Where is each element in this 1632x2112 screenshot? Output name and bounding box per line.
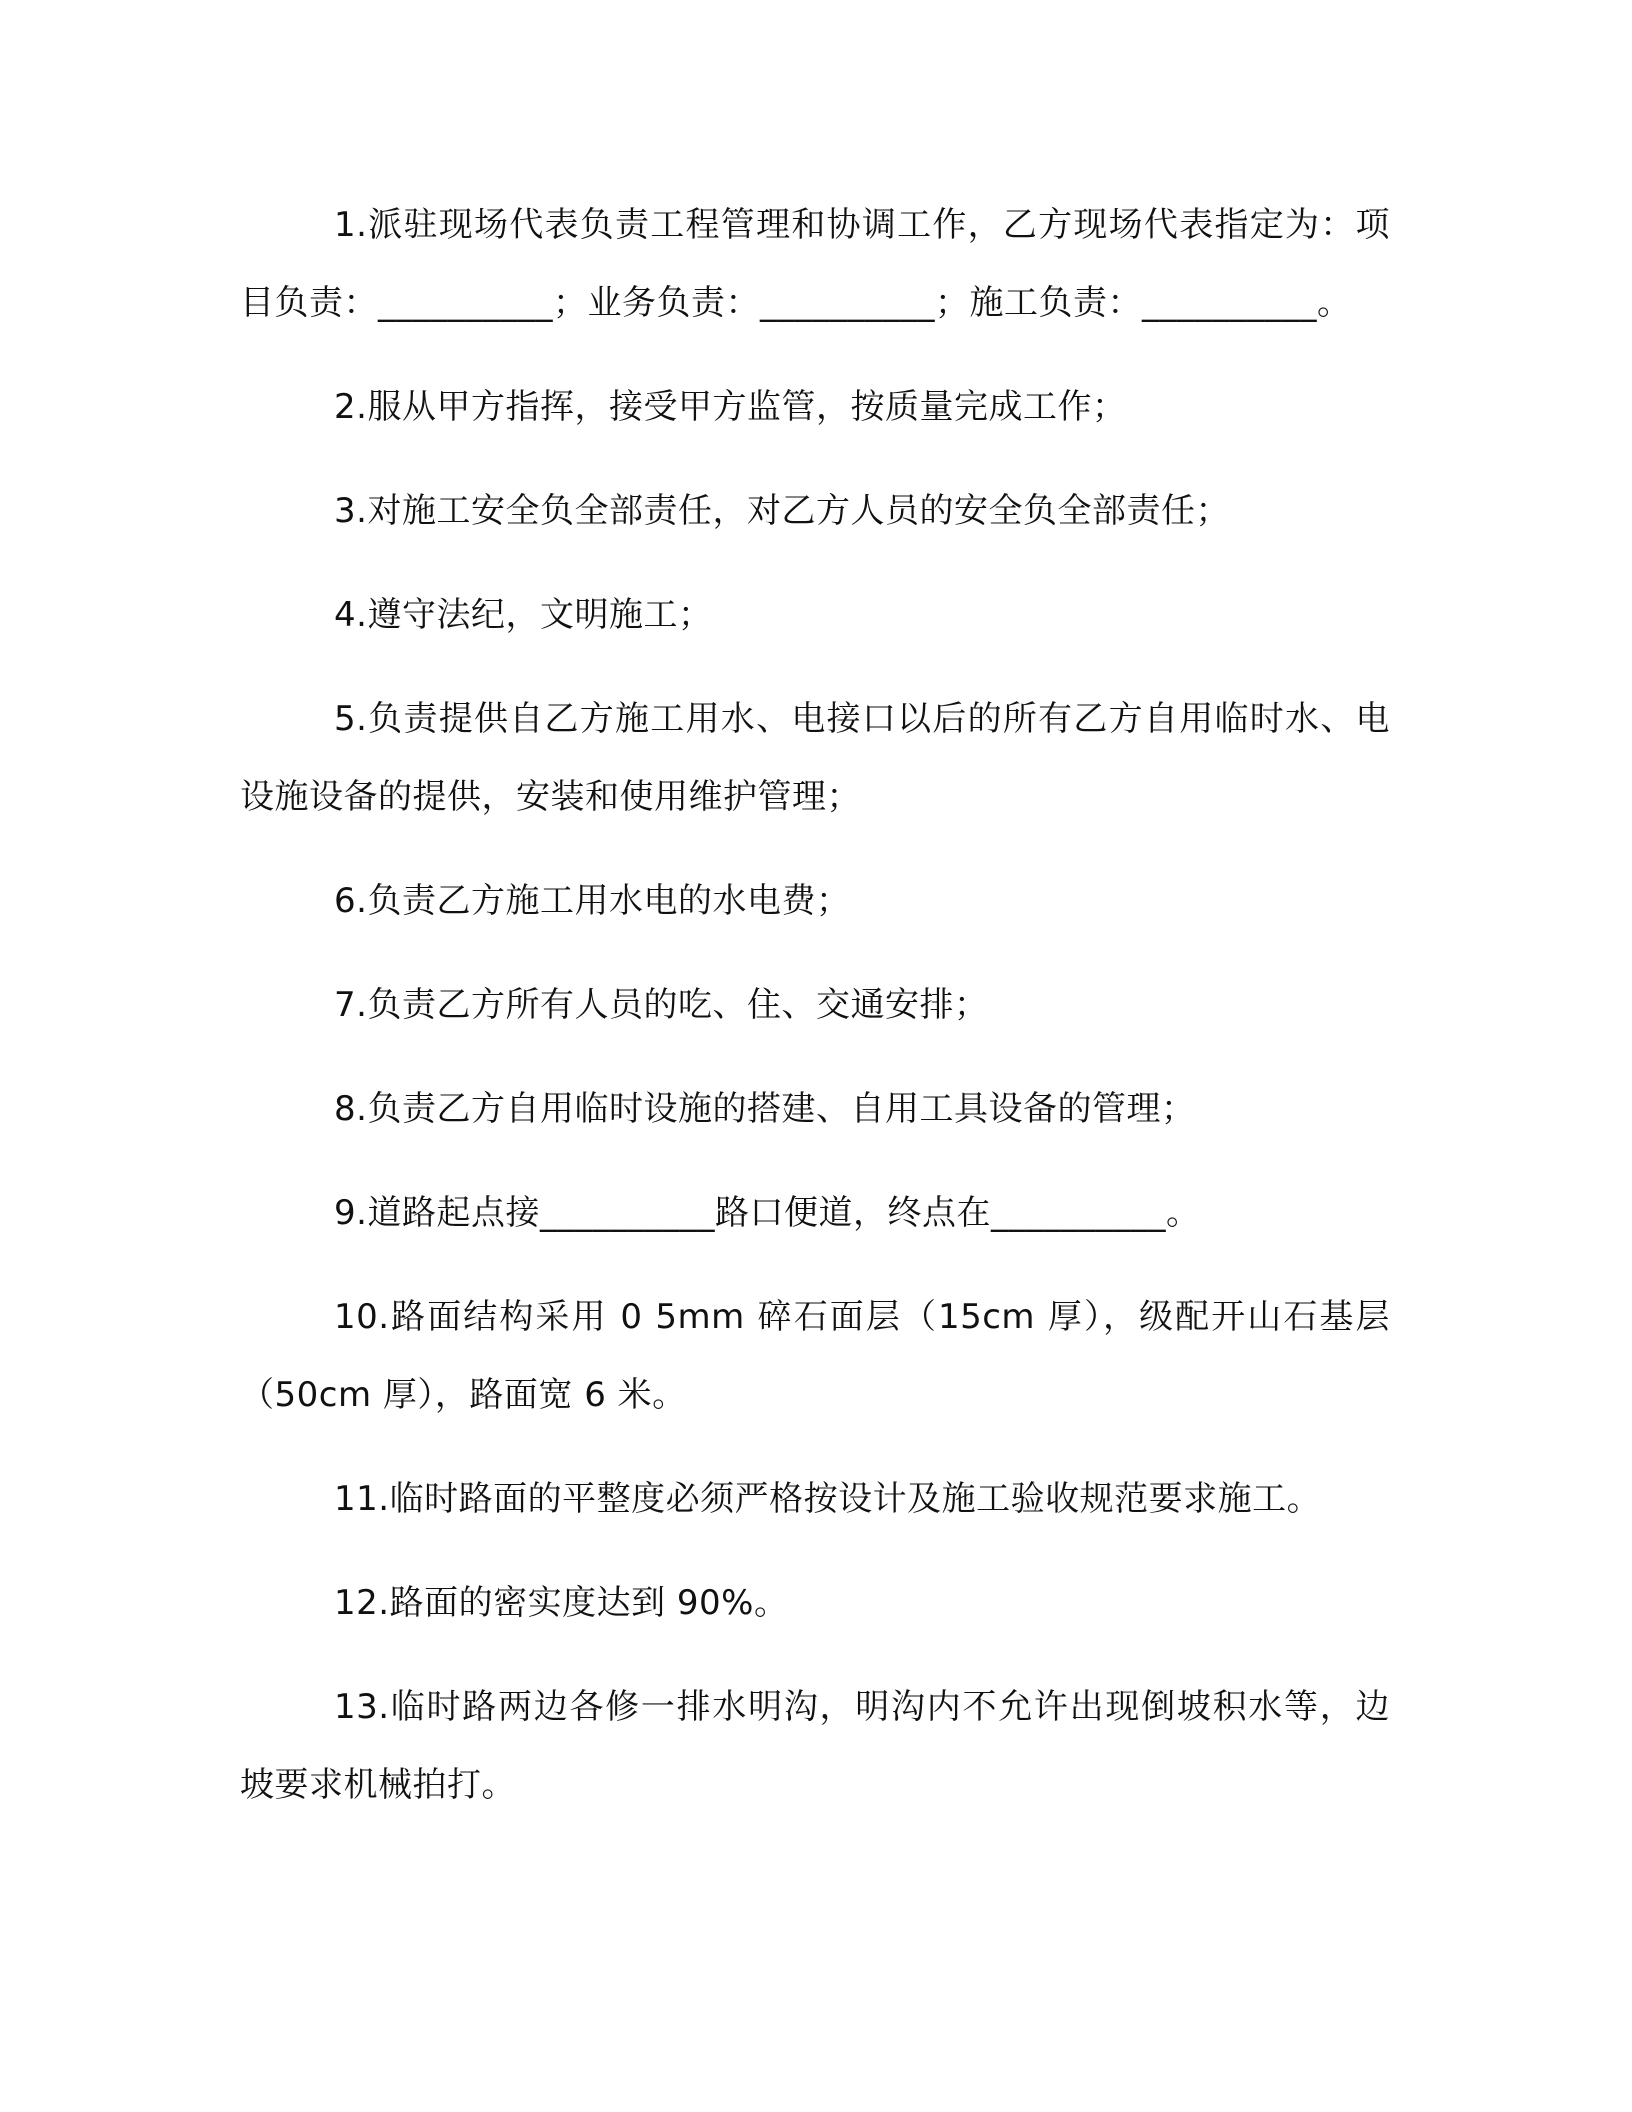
clause-8: 8.负责乙方自用临时设施的搭建、自用工具设备的管理； bbox=[334, 1089, 1196, 1129]
clause-13: 13.临时路两边各修一排水明沟，明沟内不允许出现倒坡积水等，边坡要求机械拍打。 bbox=[240, 1687, 1390, 1805]
clause-7: 7.负责乙方所有人员的吃、住、交通安排； bbox=[334, 985, 989, 1025]
clause-10: 10.路面结构采用 0 5mm 碎石面层（15cm 厚），级配开山石基层（50cm 厚），路面宽 6 米。 bbox=[240, 1297, 1390, 1415]
clause-1: 1.派驻现场代表负责工程管理和协调工作，乙方现场代表指定为：项目负责：__________；业务负责：__________；施工负责：__________。 bbox=[240, 205, 1390, 323]
clause-2: 2.服从甲方指挥，接受甲方监管，按质量完成工作； bbox=[334, 387, 1127, 427]
document-body bbox=[240, 186, 1390, 1850]
clause-4: 4.遵守法纪，文明施工； bbox=[334, 595, 713, 635]
clause-12: 12.路面的密实度达到 90%。 bbox=[334, 1583, 789, 1623]
clause-11: 11.临时路面的平整度必须严格按设计及施工验收规范要求施工。 bbox=[334, 1479, 1322, 1519]
clause-3: 3.对施工安全负全部责任，对乙方人员的安全负全部责任； bbox=[334, 491, 1230, 531]
clause-6: 6.负责乙方施工用水电的水电费； bbox=[334, 881, 851, 921]
clause-5: 5.负责提供自乙方施工用水、电接口以后的所有乙方自用临时水、电设施设备的提供，安装和使用维护管理； bbox=[240, 699, 1390, 817]
clause-9: 9.道路起点接__________路口便道，终点在__________。 bbox=[334, 1193, 1201, 1233]
